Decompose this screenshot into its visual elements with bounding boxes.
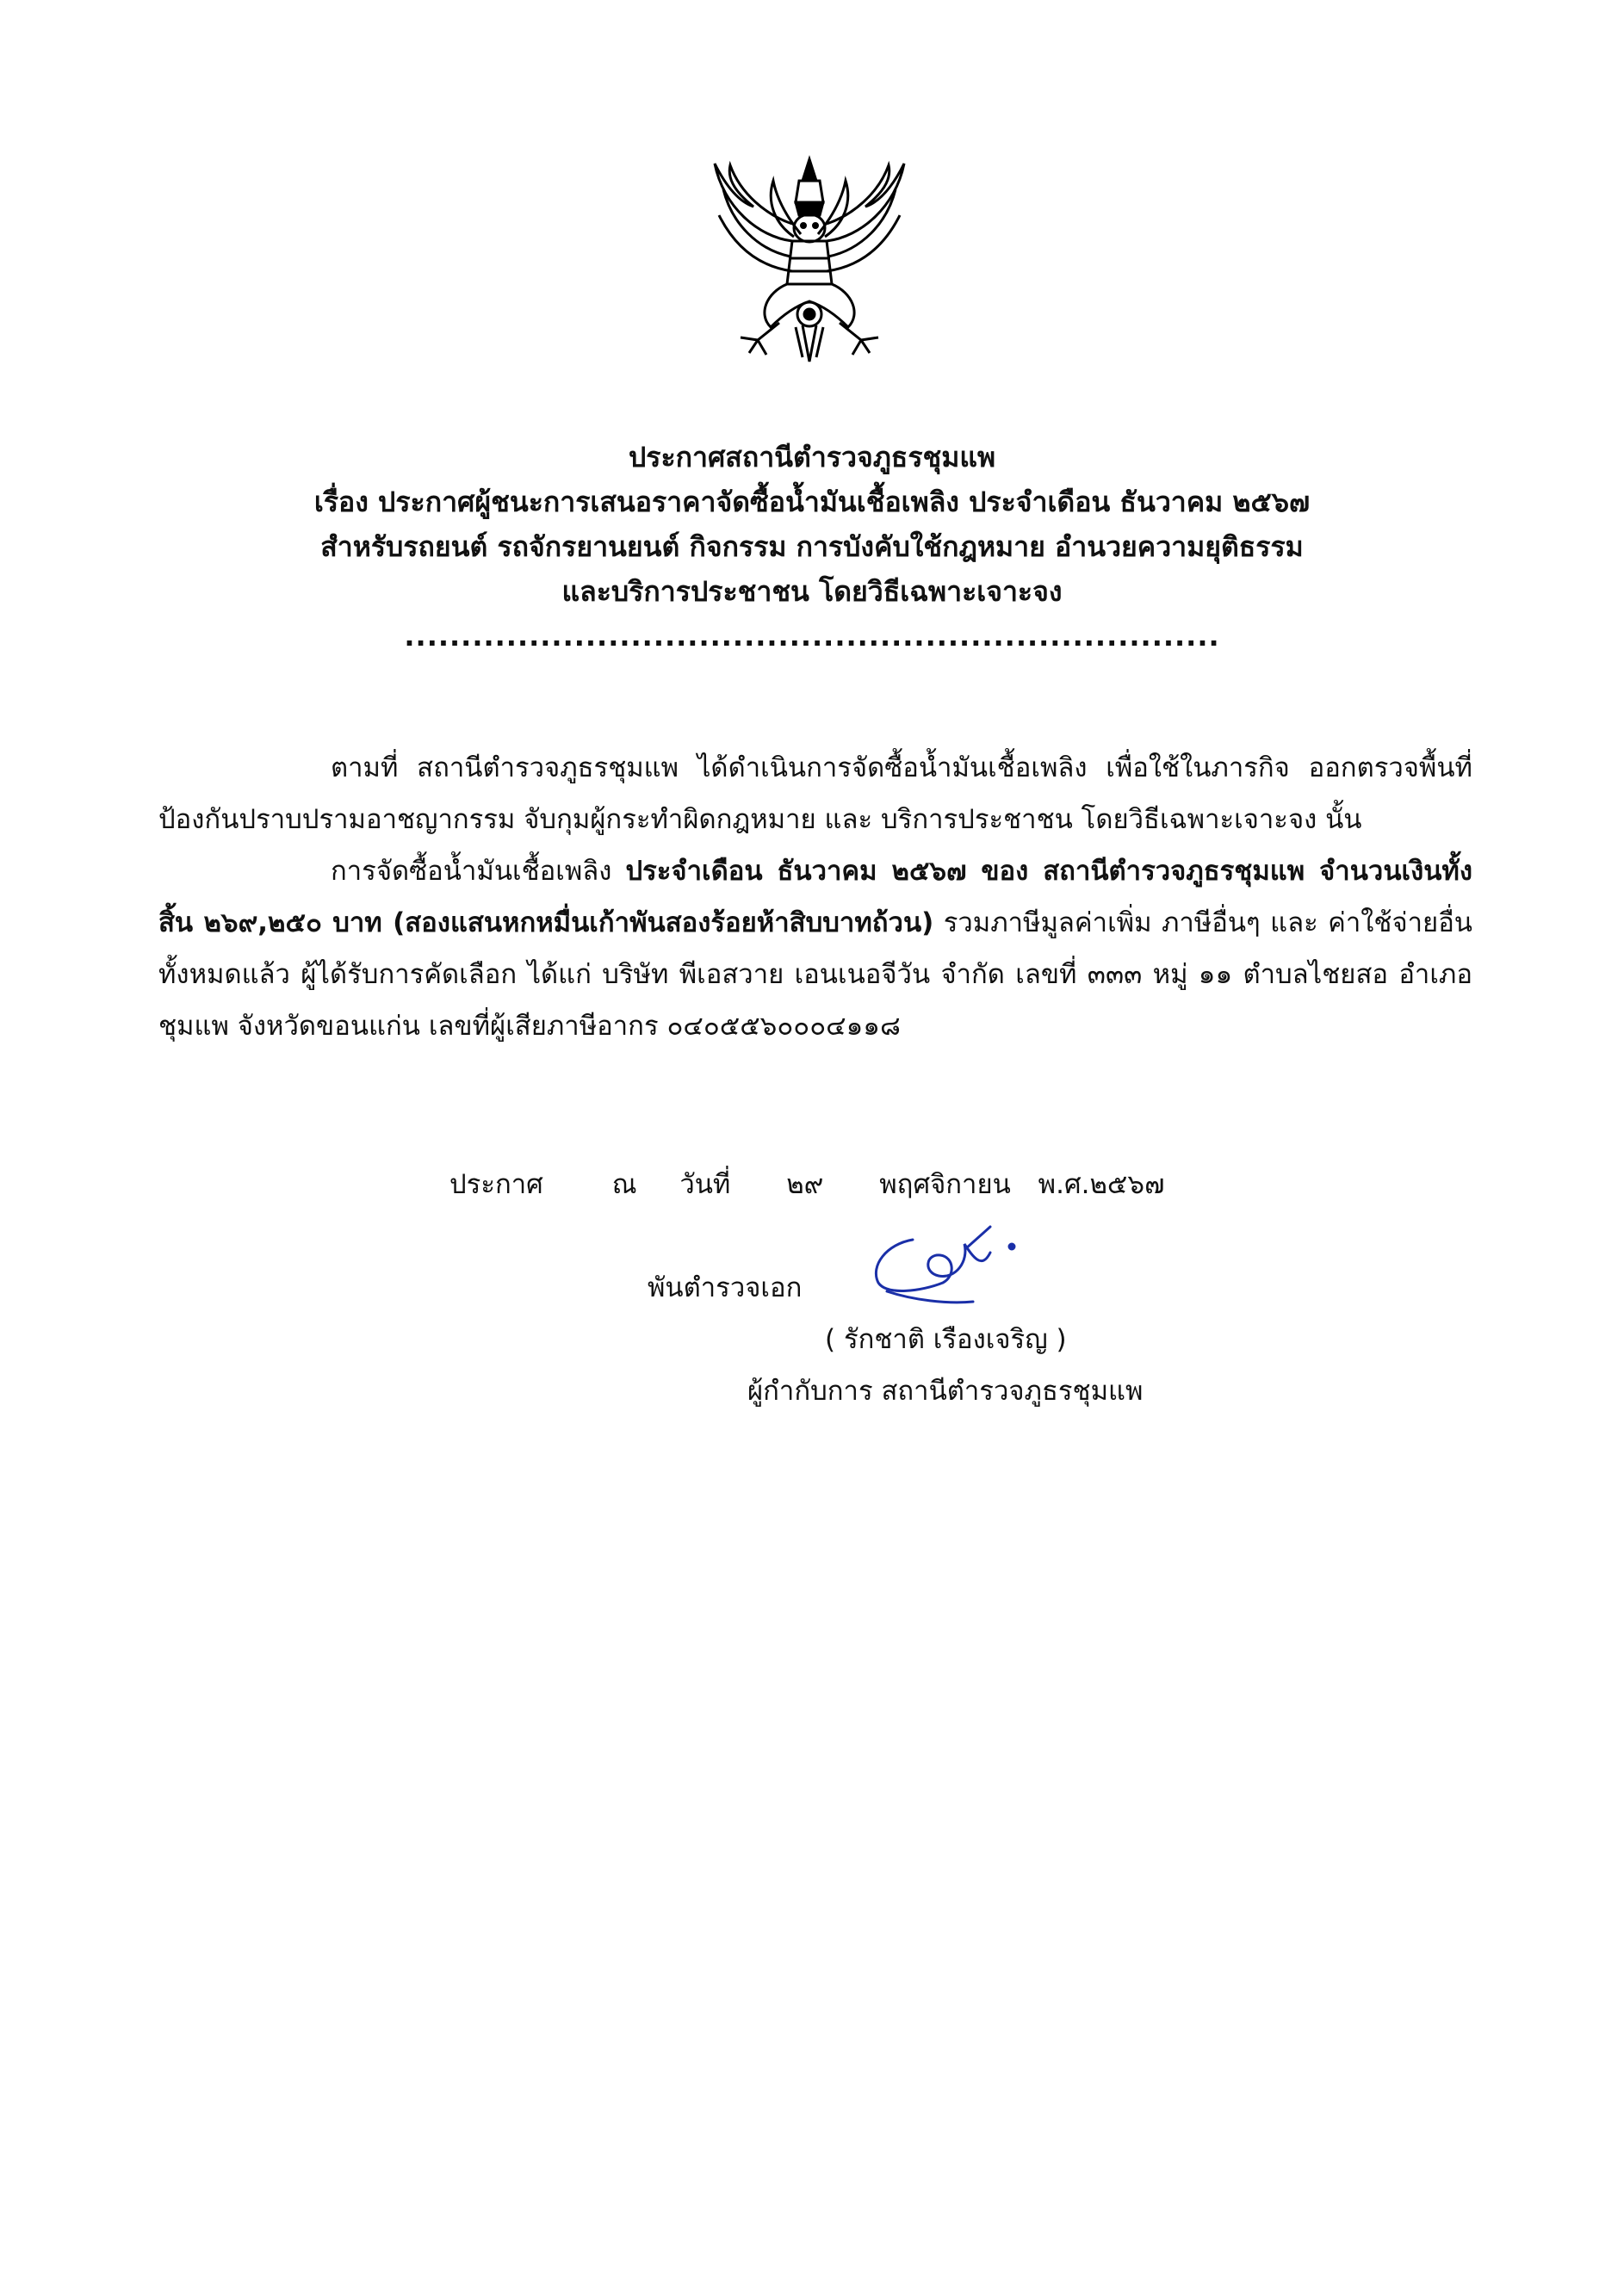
dateline-announce: ประกาศ (449, 1169, 543, 1200)
paragraph-2-details: รวมภาษีมูลค่าเพิ่ม ภาษีอื่นๆ และ ค่าใช้จ่ายอื่นทั้งหมดแล้ว ผู้ได้รับการคัดเลือก ได้แก่ บริษัท พีเอสวาย เอนเนอจีวัน จำกัด เลขที่ ๓๓๓ หมู่ ๑๑ ตำบลไชยสอ อำเภอ ชุมแพ จังหวัดขอนแก่น เลขที่ผู้เสียภาษีอากร ๐๔๐๕๕๖๐๐๐๔๑๑๘ (158, 907, 1472, 1042)
signatory-name: ( รักชาติ เรืองเจริญ ) (825, 1324, 1067, 1355)
garuda-emblem-icon (706, 155, 913, 366)
heading-divider: ........................................................................ (404, 620, 1220, 653)
body-paragraph-2 (158, 845, 1472, 1052)
body-paragraph-1: ตามที่ สถานีตำรวจภูธรชุมแพ ได้ดำเนินการจัดซื้อน้ำมันเชื้อเพลิง เพื่อใช้ในภารกิจ ออกตรวจพื้นที่ ป้องกันปราบปรามอาชญากรรม จับกุมผู้กระทำผิดกฎหมาย และ บริการประชาชน โดยวิธีเฉพาะเจาะจง นั้น (158, 752, 1472, 835)
signatory-position: ผู้กำกับการ สถานีตำรวจภูธรชุมแพ (747, 1376, 1144, 1407)
announcement-dateline (449, 1162, 1224, 1205)
dateline-date-label: วันที่ (679, 1169, 731, 1200)
heading-subject-line2: สำหรับรถยนต์ รถจักรยานยนต์ กิจกรรม การบังคับใช้กฎหมาย อำนวยความยุติธรรม (320, 530, 1304, 563)
announcement-body (158, 742, 1472, 1052)
signatory-rank: พันตำรวจเอก (648, 1272, 803, 1303)
paragraph-2-amount: ประจำเดือน ธันวาคม ๒๕๖๗ ของ สถานีตำรวจภูธรชุมแพ จำนวนเงินทั้งสิ้น ๒๖๙,๒๕๐ บาท (สองแสนหกหมื่นเก้าพันสองร้อยห้าสิบบาทถ้วน) (158, 856, 1472, 938)
heading-subject: เรื่อง ประกาศผู้ชนะการเสนอราคาจัดซื้อน้ำมันเชื้อเพลิง ประจำเดือน ธันวาคม ๒๕๖๗ (313, 486, 1311, 518)
announcement-heading (172, 435, 1452, 659)
heading-title: ประกาศสถานีตำรวจภูธรชุมแพ (628, 441, 996, 473)
paragraph-2-intro: การจัดซื้อน้ำมันเชื้อเพลิง (331, 856, 626, 887)
heading-subject-line3: และบริการประชาชน โดยวิธีเฉพาะเจาะจง (561, 575, 1063, 608)
dateline-at: ณ (611, 1169, 637, 1200)
dateline-day: ๒๙ (786, 1169, 824, 1200)
handwritten-signature-icon (861, 1222, 1059, 1317)
dateline-month: พฤศจิกายน (879, 1169, 1011, 1200)
dateline-year: พ.ศ.๒๕๖๗ (1038, 1169, 1165, 1200)
